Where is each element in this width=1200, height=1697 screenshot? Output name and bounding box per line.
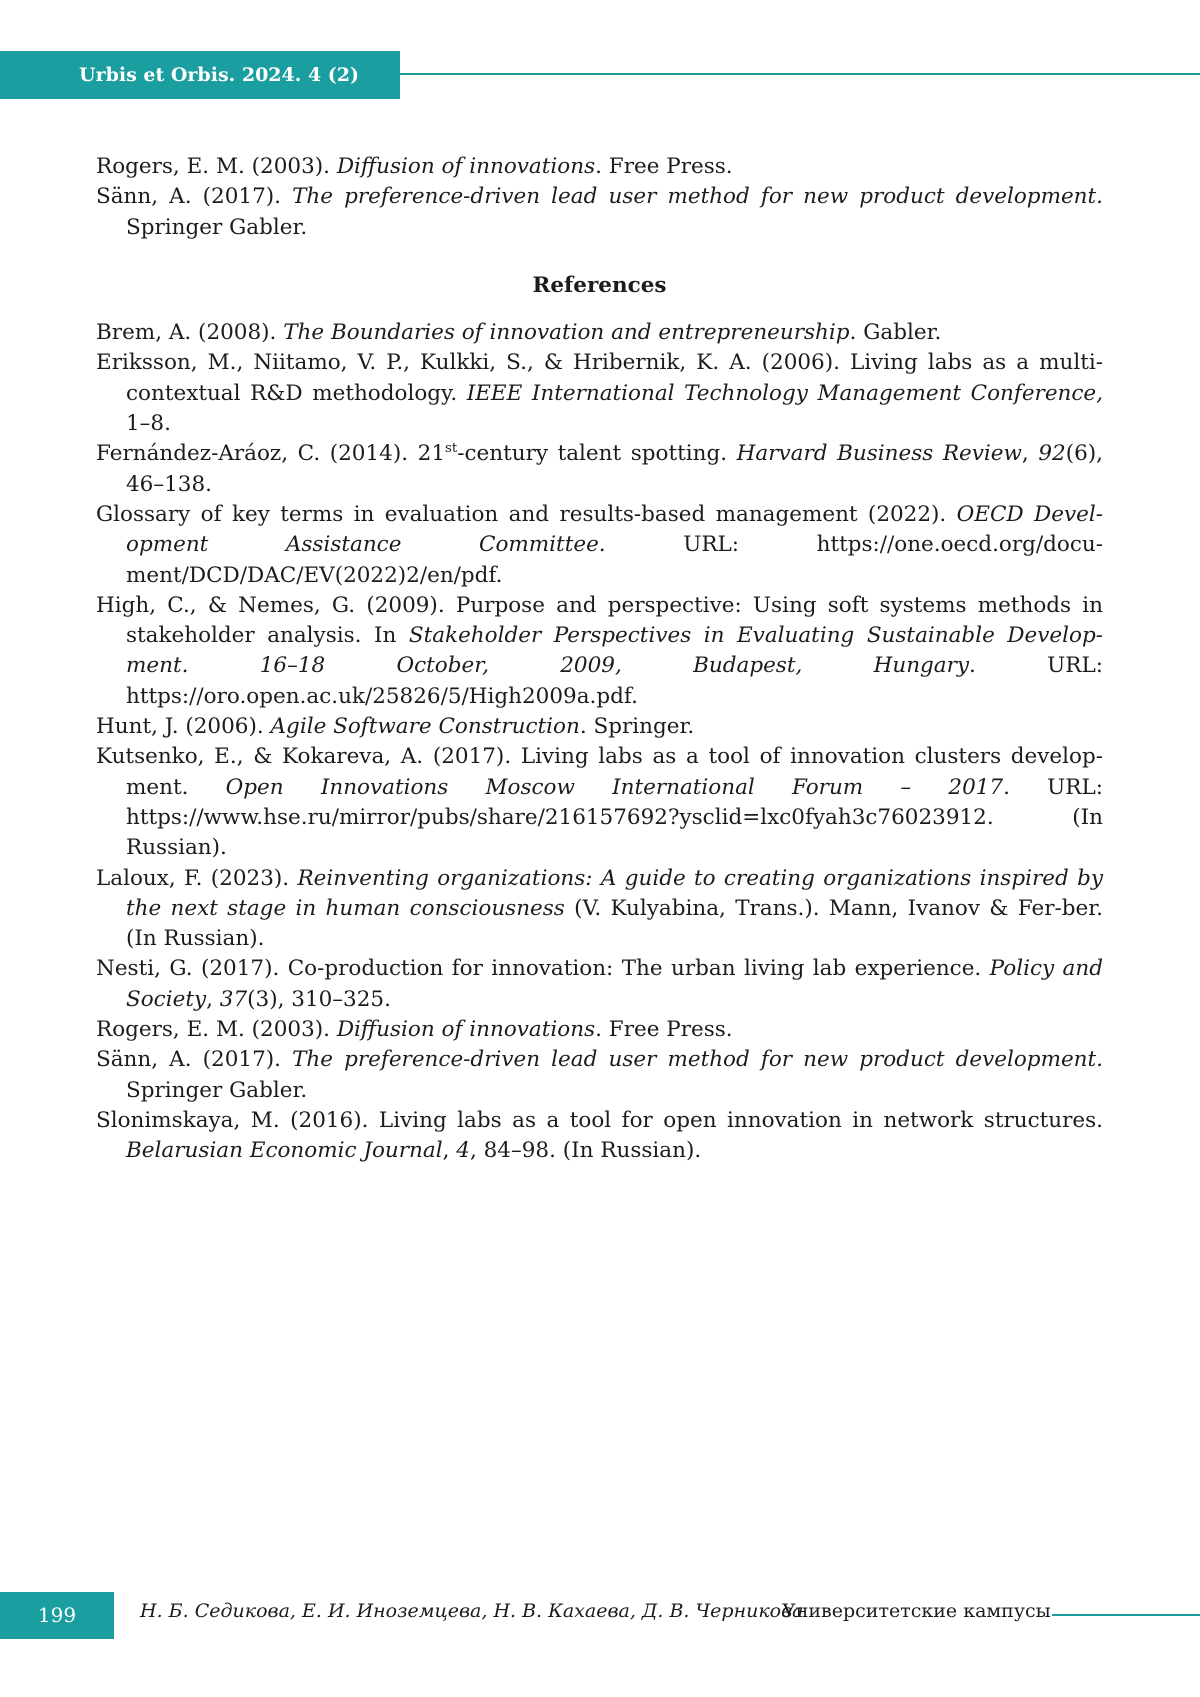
italic-text: Reinventing organizations: A guide to creating organizations inspired by the next stage in human consciousness [126, 865, 1103, 921]
italic-text: IEEE International Technology Management Conference, [466, 380, 1103, 406]
reference-entry [96, 348, 1103, 439]
superscript-text: st [445, 441, 458, 457]
reference-text: , [442, 1138, 457, 1164]
footer-authors: Н. Б. Седикова, Е. И. Иноземцева, Н. В. Кахаева, Д. В. Черникова [140, 1600, 804, 1622]
italic-text: Belarusian Economic Journal [126, 1138, 443, 1164]
italic-text: OECD Devel-opment Assistance Committee [126, 501, 1103, 558]
italic-text: The preference-driven lead user method for new product development. [292, 184, 1103, 210]
reference-text: Springer Gabler. [126, 214, 308, 240]
reference-entry [96, 864, 1103, 955]
page-number-tab [0, 1592, 114, 1639]
reference-text: Fernández-Aráoz, C. (2014). 21 [96, 441, 446, 467]
reference-text: -century talent spotting. [457, 441, 737, 467]
reference-text: Sänn, A. (2017). [96, 1047, 293, 1073]
italic-text: 37 [219, 986, 248, 1012]
reference-text: . URL: https://www.hse.ru/mirror/pubs/share/216157692?ysclid=lxc0fyah3c76023912. (In Russian). [126, 774, 1103, 861]
reference-text: Slonimskaya, M. (2016). Living labs as a tool for open innovation in network structures. [96, 1107, 1103, 1133]
reference-text: Nesti, G. (2017). Co-production for innovation: The urban living lab experience. [96, 956, 990, 982]
reference-entry [96, 500, 1103, 591]
reference-text: , 84–98. (In Russian). [469, 1138, 702, 1164]
reference-entry [96, 1045, 1103, 1106]
italic-text: The Boundaries of innovation and entrepreneurship [283, 320, 850, 346]
reference-text: Brem, A. (2008). [96, 320, 284, 346]
reference-text: . URL: https://one.oecd.org/docu-ment/DCD/DAC/EV(2022)2/en/pdf. [126, 532, 1103, 588]
reference-text: High, C., & Nemes, G. (2009). Purpose and perspective: Using soft systems methods in stakeholder analysis. In [96, 592, 1103, 649]
footer-rule [1052, 1614, 1200, 1616]
page-number: 199 [37, 1603, 77, 1627]
italic-text: Agile Software Construction [270, 714, 580, 740]
reference-entry [96, 591, 1103, 712]
italic-text: Policy and Society [126, 956, 1103, 1012]
reference-text: Kutsenko, E., & Kokareva, A. (2017). Living labs as a tool of innovation clusters develop-ment. [96, 744, 1103, 800]
reference-entry [96, 152, 1103, 182]
reference-text: Glossary of key terms in evaluation and results-based management (2022). [96, 501, 957, 527]
journal-header [0, 51, 400, 99]
reference-entry [96, 182, 1103, 243]
reference-text: (6), 46–138. [126, 441, 1103, 497]
reference-text: Springer Gabler. [126, 1077, 308, 1103]
italic-text: Diffusion of innovations [336, 154, 596, 179]
italic-text: The preference-driven lead user method for new product development. [292, 1047, 1103, 1073]
reference-text: Hunt, J. (2006). [96, 714, 271, 740]
journal-title: Urbis et Orbis. 2024. 4 (2) [79, 64, 360, 86]
reference-entry [96, 742, 1103, 863]
header-rule [400, 73, 1200, 75]
reference-text: , [206, 986, 220, 1012]
reference-text: Laloux, F. (2023). [96, 865, 298, 891]
reference-text: Rogers, E. M. (2003). [96, 154, 337, 179]
reference-entry [96, 439, 1103, 500]
page-content [96, 152, 1103, 1167]
italic-text: Harvard Business Review [736, 441, 1022, 467]
reference-text: , [1021, 441, 1039, 467]
reference-text: . Free Press. [595, 154, 733, 179]
reference-entry [96, 1015, 1103, 1045]
italic-text: Diffusion of innovations [336, 1017, 596, 1043]
italic-text: 92 [1038, 441, 1066, 467]
reference-text: 1–8. [126, 411, 171, 437]
reference-text: . Gabler. [849, 320, 942, 346]
italic-text: Open Innovations Moscow International Forum – 2017 [225, 774, 1004, 800]
reference-text: Eriksson, M., Niitamo, V. P., Kulkki, S., & Hribernik, K. A. (2006). Living labs as a multi-contextual R&D methodology. [96, 350, 1103, 406]
reference-text: . URL: https://oro.open.ac.uk/25826/5/High2009a.pdf. [126, 653, 1103, 709]
reference-text: . Springer. [579, 714, 695, 740]
reference-text: . Free Press. [595, 1017, 733, 1043]
reference-text: Sänn, A. (2017). [96, 184, 293, 210]
reference-text: Rogers, E. M. (2003). [96, 1017, 337, 1043]
reference-entry [96, 954, 1103, 1015]
references-list [96, 318, 1103, 1166]
reference-entry [96, 318, 1103, 348]
reference-text: (3), 310–325. [247, 986, 391, 1012]
italic-text: Stakeholder Perspectives in Evaluating Sustainable Develop-ment. 16–18 October, 2009, Budapest, Hungary [126, 623, 1103, 679]
italic-text: 4 [456, 1138, 470, 1164]
reference-entry [96, 712, 1103, 742]
pre-references-list [96, 152, 1103, 243]
references-heading: References [532, 272, 667, 298]
reference-text: (V. Kulyabina, Trans.). Mann, Ivanov & Fer-ber. (In Russian). [126, 895, 1103, 952]
footer-journal-section: Университетские кампусы [782, 1600, 1051, 1622]
reference-entry [96, 1106, 1103, 1167]
